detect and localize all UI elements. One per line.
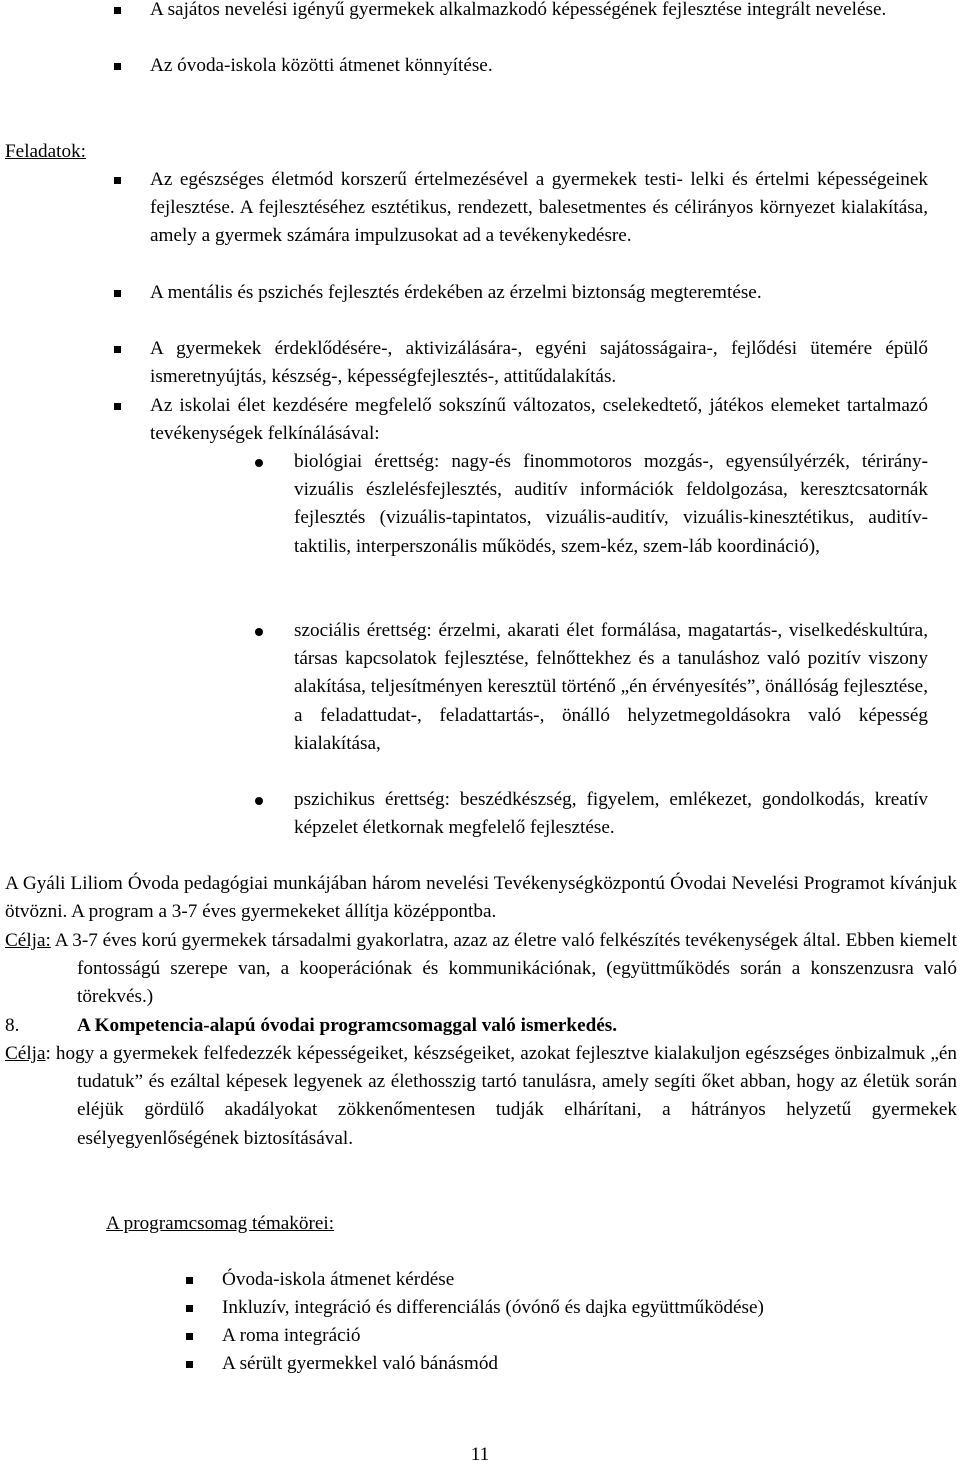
goal-1-label: Célja: xyxy=(5,930,51,951)
bullet-square-icon xyxy=(114,290,121,297)
bullet-square-icon xyxy=(186,1333,193,1340)
goal-2-label: Célja xyxy=(5,1043,46,1064)
task-item-3: A gyermekek érdeklődésére-, aktivizálására-, egyéni sajátosságaira-, fejlődési ütemére épülő ismeretnyújtás, készség-, képességfejlesztés-, attitűdalakítás. xyxy=(150,338,928,388)
goal-2-paragraph xyxy=(5,1040,957,1153)
topic-item-1: Óvoda-iskola átmenet kérdése xyxy=(222,1269,455,1290)
top-bullet-2: Az óvoda-iskola közötti átmenet könnyítése. xyxy=(150,55,493,76)
bullet-square-icon xyxy=(186,1305,193,1312)
page-number: 11 xyxy=(470,1444,490,1465)
section-8-number: 8. xyxy=(5,1015,20,1036)
task-item-2: A mentális és pszichés fejlesztés érdekében az érzelmi biztonság megteremtése. xyxy=(150,282,762,303)
tasks-heading: Feladatok: xyxy=(5,141,86,162)
sub-item-biological: biológiai érettség: nagy-és finommotoros mozgás-, egyensúlyérzék, térirány-vizuális észlelésfejlesztés, auditív információk feldolgozása, keresztcsatornák fejlesztés (vizuális-tapintatos, vizuális-auditív, vizuális-kinesztétikus, auditív-taktilis, interperszonális működés, szem-kéz, szem-láb koordináció), xyxy=(294,451,928,557)
bullet-dot-icon xyxy=(255,797,263,805)
bullet-square-icon xyxy=(114,177,121,184)
task-item-1: Az egészséges életmód korszerű értelmezésével a gyermekek testi- lelki és értelmi képességeinek fejlesztése. A fejlesztéséhez esztétikus, rendezett, balesetmentes és célirányos környezet kialakítása, amely a gyermek számára impulzusokat ad a tevékenykedésre. xyxy=(150,169,928,247)
goal-2-text: : hogy a gyermekek felfedezzék képességeiket, készségeiket, azokat fejlesztve kialakuljon egészséges önbizalmuk „én tudatuk” és ezáltal képesek legyenek az élethosszig tartó tanulásra, amely segíti őket abban, hogy az életük során eléjük gördülő akadályokat zökkenőmentesen tudják elhárítani, a hátrányos helyzetű gyermekek esélyegyenlőségének biztosításával. xyxy=(45,1043,957,1149)
bullet-square-icon xyxy=(114,346,121,353)
top-bullet-1: A sajátos nevelési igényű gyermekek alkalmazkodó képességének fejlesztése integrált nevelése. xyxy=(150,0,887,20)
bullet-dot-icon xyxy=(255,459,263,467)
bullet-dot-icon xyxy=(255,628,263,636)
bullet-square-icon xyxy=(186,1361,193,1368)
bullet-square-icon xyxy=(114,403,121,410)
sub-item-psychic: pszichikus érettség: beszédkészség, figyelem, emlékezet, gondolkodás, kreatív képzelet életkornak megfelelő fejlesztése. xyxy=(294,789,928,839)
bullet-square-icon xyxy=(186,1277,193,1284)
topics-heading: A programcsomag témakörei: xyxy=(106,1213,335,1234)
topic-item-3: A roma integráció xyxy=(222,1325,361,1346)
task-item-4: Az iskolai élet kezdésére megfelelő sokszínű változatos, cselekedtető, játékos elemeket tartalmazó tevékenységek felkínálásával: xyxy=(150,395,928,445)
bullet-square-icon xyxy=(114,7,121,14)
topic-item-4: A sérült gyermekkel való bánásmód xyxy=(222,1353,499,1374)
section-8-title: A Kompetencia-alapú óvodai programcsomaggal való ismerkedés. xyxy=(77,1015,618,1036)
goal-1-text: A 3-7 éves korú gyermekek társadalmi gyakorlatra, azaz az életre való felkészítés tevékenységek által. Ebben kiemelt fontosságú szerepe van, a kooperációnak és kommunikációnak, (együttműködés során a konszenzusra való törekvés.) xyxy=(54,930,957,1008)
sub-item-social: szociális érettség: érzelmi, akarati élet formálása, magatartás-, viselkedéskultúra, társas kapcsolatok fejlesztése, felnőttekhez és a tanuláshoz való pozitív viszony alakítása, teljesítményen keresztül történő „én érvényesítés”, önállóság fejlesztése, a feladattudat-, feladattartás-, önálló helyzetmegoldásokra való képesség kialakítása, xyxy=(294,620,928,754)
topic-item-2: Inkluzív, integráció és differenciálás (óvónő és dajka együttműködése) xyxy=(222,1297,764,1318)
bullet-square-icon xyxy=(114,63,121,70)
goal-1-paragraph xyxy=(5,927,957,1012)
intro-paragraph: A Gyáli Liliom Óvoda pedagógiai munkájában három nevelési Tevékenységközpontú Óvodai Nevelési Programot kívánjuk ötvözni. A program a 3-7 éves gyermekeket állítja középpontba. xyxy=(5,873,957,923)
